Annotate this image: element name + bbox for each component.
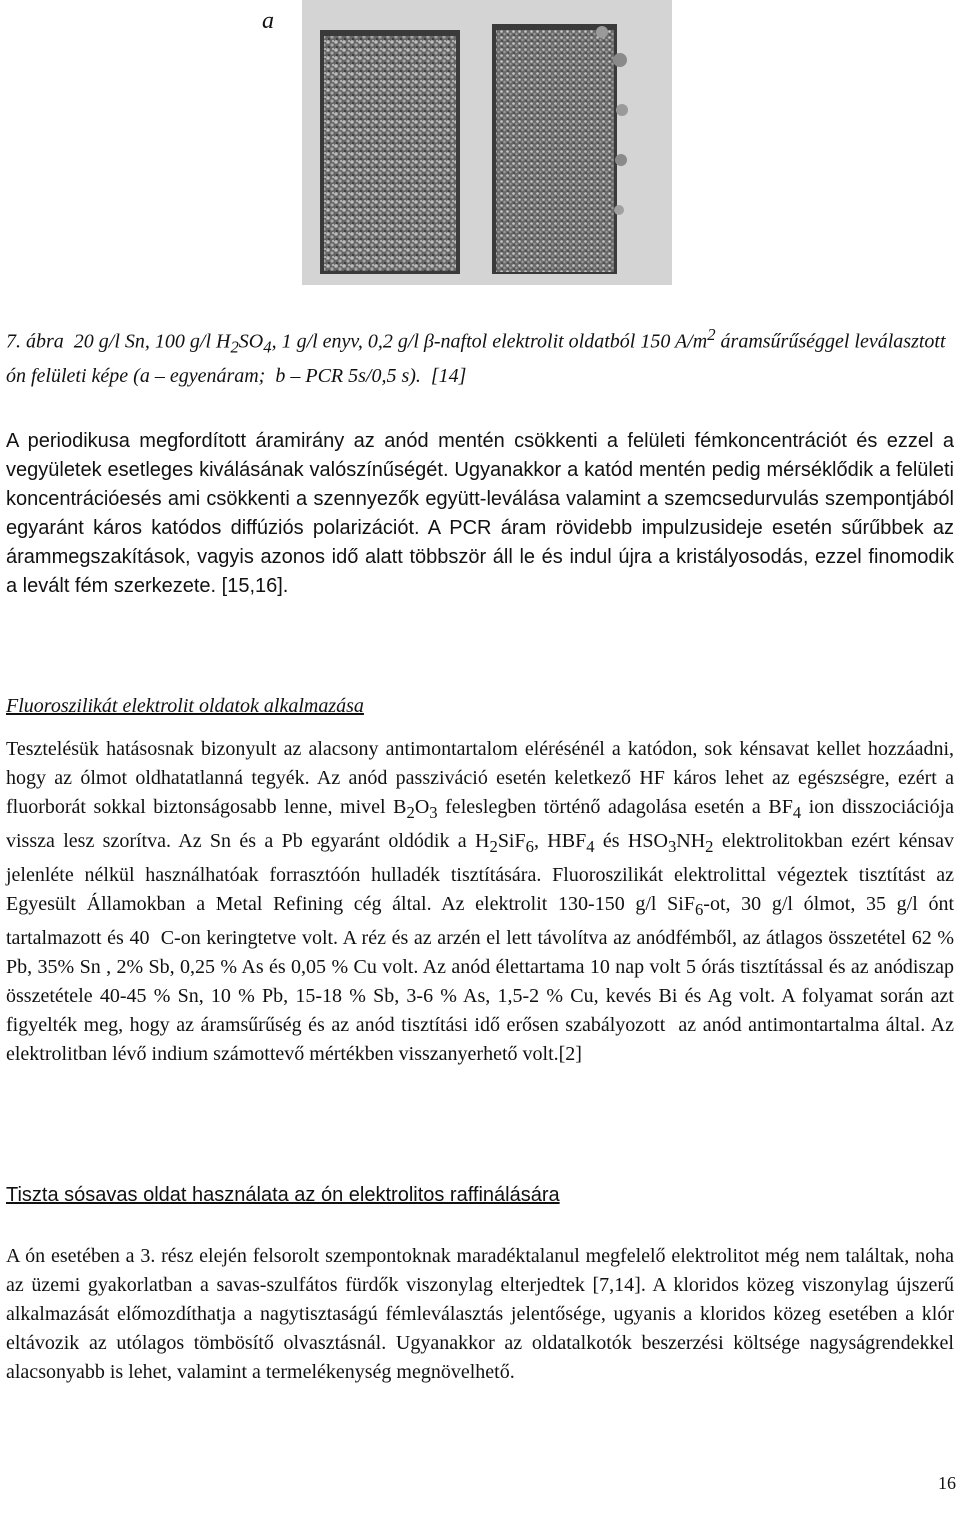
figure-photo	[302, 0, 672, 285]
section-heading-fluorosilicate: Fluoroszilikát elektrolit oldatok alkalmazása	[6, 695, 364, 717]
paragraph-fluorosilicate: Tesztelésük hatásosnak bizonyult az alacsony antimontartalom elérésénél a katódon, sok kénsavat kellet hozzáadni, hogy az ólmot oldhatatlanná tegyék. Az anód passziváció esetén keletkező HF káros lehet az egészségre, ezért a fluorborát sokkal biztonságosabb lenne, mivel $B_2O_3$ feleslegben történő adagolása esetén a $BF_4$ ion disszociációja vissza lesz szorítva. Az Sn és a Pb egyaránt oldódik a $H_2SiF_6$, $HBF_4$ és $HSO_3NH_2$ elektrolitokban ezért kénsav jelenléte nélkül használhatóak forrasztóón hulladék tisztítására. Fluoroszilikát elektrolittal végeztek tisztítást az Egyesült Államokban a Metal Refining cég által. Az elektrolit 130-150 g/l SiF$_6$-ot, 30 g/l ólmot, 35 g/l ónt tartalmazott és 40 C-on keringtetve volt. A réz és az arzén el lett távolítva az anódfémből, az átlagos összetétel 62 % Pb, 35% Sn , 2% Sb, 0,25 % As és 0,05 % Cu volt. Az anód élettartama 10 nap volt 5 órás tisztítással és az anódiszap összetétele 40-45 % Sn, 10 % Pb, 15-18 % Sb, 3-6 % As, 1,5-2 % Cu, kevés Bi és Ag volt. A folyamat során azt figyelték meg, hogy az áramsűrűség és az anód tisztítási idő erősen szabályozott az anód antimontartalma által. Az elektrolitban lévő indium számottevő mértékben visszanyerhető volt.[2]	[6, 738, 955, 1065]
page-number: 16	[938, 1473, 956, 1493]
figure-caption: 7. ábra 20 g/l Sn, 100 g/l $H_2SO_4$, 1 g/l enyv, 0,2 g/l β-naftol elektrolit oldatból 150 $A/m^2$ áramsűrűséggel leválasztott ón felületi képe (a – egyenáram; b – PCR 5s/0,5 s). [14]	[6, 325, 946, 387]
tin-deposit-photo	[302, 0, 672, 285]
paragraph-hydrochloric: A ón esetében a 3. rész elején felsorolt szempontoknak maradéktalanul megfelelő elektrolitot még nem találtak, noha az üzemi gyakorlatban a savas-szulfátos fürdők viszonylag elterjedtek [7,14]. A kloridos közeg viszonylag újszerű alkalmazását előmozdíthatja a nagytisztaságú fémleválasztás jelentősége, ugyanis a kloridos közeg esetében a klór eltávozik az utólagos tömbösítő olvasztásnál. Ugyanakkor az oldatalkotók beszerzési költsége nagyságrendekkel alacsonyabb is lehet, valamint a termelékenység megnövelhető.	[6, 1245, 954, 1383]
section-heading-hydrochloric: Tiszta sósavas oldat használata az ón elektrolitos raffinálására	[6, 1184, 560, 1206]
paragraph-pcr: A periodikusa megfordított áramirány az anód mentén csökkenti a felületi fémkoncentrációt és ezzel a vegyületek esetleges kiválásának valószínűségét. Ugyanakkor a katód mentén pedig mérséklődik a felületi koncentrációesés ami csökkenti a szennyezők együtt-leválása valamint a szemcsedurvulás szempontjából egyaránt káros katódos diffúziós polarizációt. A PCR áram rövidebb impulzusideje esetén sűrűbbek az árammegszakítások, vagyis azonos idő alatt többször áll le és indul újra a kristályosodás, ezzel finomodik a levált fém szerkezete. [15,16].	[6, 430, 954, 597]
figure-label-a: a	[262, 8, 274, 34]
